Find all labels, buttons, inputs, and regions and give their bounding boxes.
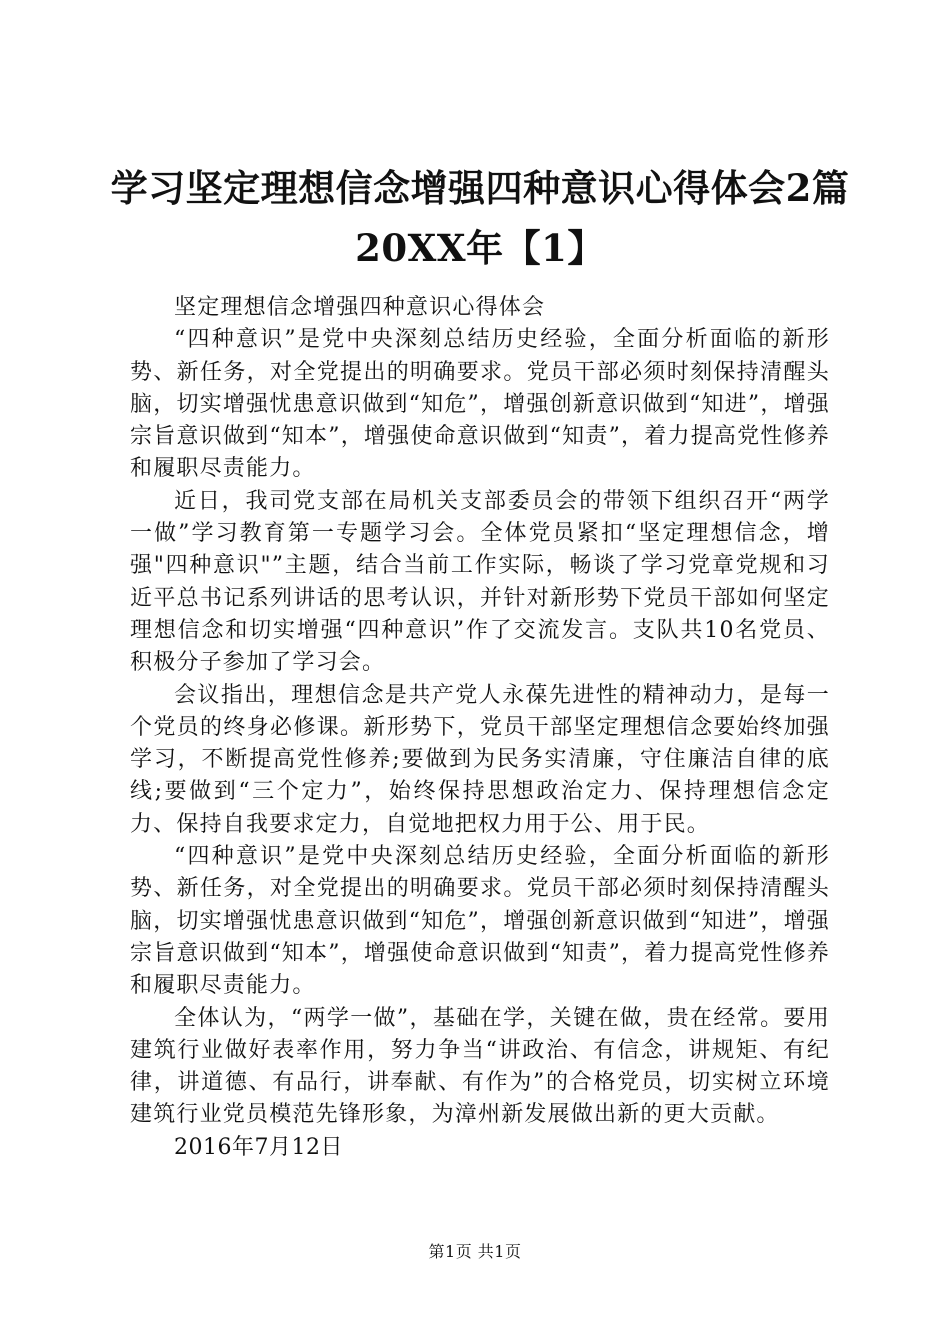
- page-footer: [0, 1242, 950, 1262]
- document-date: 2016年7月12日: [174, 1134, 343, 1160]
- document-body: [130, 292, 830, 1164]
- paragraph: “四种意识”是党中央深刻总结历史经验，全面分析面临的新形势、新任务，对全党提出的明确要求。党员干部必须时刻保持清醒头脑，切实增强忧患意识做到“知危”，增强创新意识做到“知进”，增强宗旨意识做到“知本”，增强使命意识做到“知责”，着力提高党性修养和履职尽责能力。: [130, 844, 830, 999]
- title-line-2: 20XX年【1】: [355, 226, 605, 270]
- paragraph: 会议指出，理想信念是共产党人永葆先进性的精神动力，是每一个党员的终身必修课。新形势下，党员干部坚定理想信念要始终加强学习，不断提高党性修养;要做到为民务实清廉，守住廉洁自律的底线;要做到“三个定力”，始终保持思想政治定力、保持理想信念定力、保持自我要求定力，自觉地把权力用于公、用于民。: [130, 682, 830, 837]
- paragraph: 全体认为，“两学一做”，基础在学，关键在做，贵在经常。要用建筑行业做好表率作用，努力争当“讲政治、有信念，讲规矩、有纪律，讲道德、有品行，讲奉献、有作为”的合格党员，切实树立环境建筑行业党员模范先锋形象，为漳州新发展做出新的更大贡献。: [130, 1005, 830, 1128]
- paragraph-heading: 坚定理想信念增强四种意识心得体会: [174, 295, 546, 320]
- paragraph: 近日，我司党支部在局机关支部委员会的带领下组织召开“两学一做”学习教育第一专题学习会。全体党员紧扣“坚定理想信念，增强"四种意识"”主题，结合当前工作实际，畅谈了学习党章党规和习近平总书记系列讲话的思考认识，并针对新形势下党员干部如何坚定理想信念和切实增强“四种意识”作了交流发言。支队共10名党员、积极分子参加了学习会。: [130, 488, 830, 676]
- document-title: [110, 158, 850, 278]
- title-line-1: 学习坚定理想信念增强四种意识心得体会2篇: [110, 166, 850, 210]
- page-number: 第1页 共1页: [428, 1242, 522, 1261]
- paragraph: “四种意识”是党中央深刻总结历史经验，全面分析面临的新形势、新任务，对全党提出的明确要求。党员干部必须时刻保持清醒头脑，切实增强忧患意识做到“知危”，增强创新意识做到“知进”，增强宗旨意识做到“知本”，增强使命意识做到“知责”，着力提高党性修养和履职尽责能力。: [130, 327, 830, 482]
